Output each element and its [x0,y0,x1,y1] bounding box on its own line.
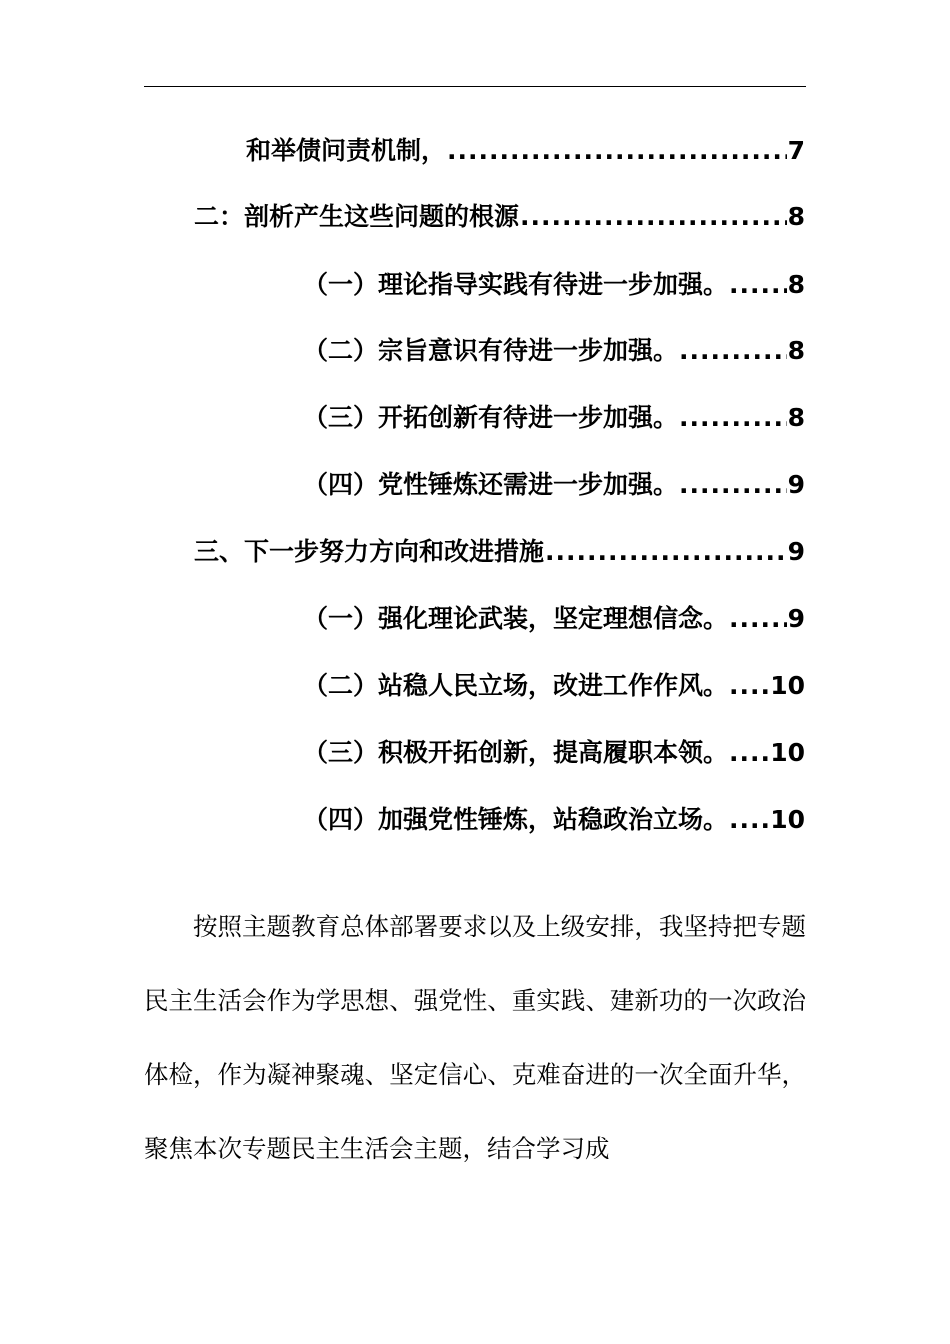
toc-entry-title: （三）开拓创新有待进一步加强。 [303,403,679,432]
toc-entry-page: 10 [770,738,805,767]
toc-entry-page: 8 [787,270,805,299]
toc-entry-title: 和举债问责机制， [246,136,447,165]
toc-entry-page: 9 [787,604,805,633]
toc-entry-page: 8 [787,202,805,231]
toc-entry[interactable] [303,468,805,502]
toc-entry[interactable] [303,602,805,636]
toc-entry-title: （四）加强党性锤炼，站稳政治立场。 [303,805,729,834]
toc-entry-title: （四）党性锤炼还需进一步加强。 [303,470,679,499]
toc-leader-dots [729,602,787,636]
toc-leader-dots [679,334,787,368]
toc-entry-title: 三、下一步努力方向和改进措施 [194,537,545,566]
body-paragraph: 按照主题教育总体部署要求以及上级安排，我坚持把专题民主生活会作为学思想、强党性、重实践、建新功的一次政治体检，作为凝神聚魂、坚定信心、克难奋进的一次全面升华，聚焦本次专题民主生活会主题，结合学习成 [144,912,806,1163]
toc-entry-title: （二）宗旨意识有待进一步加强。 [303,336,679,365]
toc-entry-title: （二）站稳人民立场，改进工作作风。 [303,671,729,700]
toc-entry[interactable] [303,669,805,703]
toc-entry-page: 7 [787,136,805,165]
toc-entry-page: 9 [787,537,805,566]
toc-entry[interactable] [303,736,805,770]
toc-leader-dots [545,535,787,569]
toc-entry-title: 二：剖析产生这些问题的根源 [194,202,520,231]
toc-entry-page: 8 [787,336,805,365]
toc-leader-dots [729,268,787,302]
toc-leader-dots [520,200,787,234]
toc-entry[interactable] [303,268,805,302]
toc-entry-page: 9 [787,470,805,499]
toc-leader-dots [679,468,787,502]
toc-entry[interactable] [194,200,805,234]
toc-entry[interactable] [303,334,805,368]
toc-leader-dots [447,134,787,168]
toc-leader-dots [729,669,769,703]
toc-entry-title: （三）积极开拓创新，提高履职本领。 [303,738,729,767]
toc-leader-dots [679,401,787,435]
toc-entry-page: 10 [770,671,805,700]
toc-entry-page: 8 [787,403,805,432]
toc-leader-dots [729,803,769,837]
toc-entry-title: （一）理论指导实践有待进一步加强。 [303,270,729,299]
toc-entry[interactable] [194,535,805,569]
toc-entry[interactable] [303,401,805,435]
toc-entry[interactable] [303,803,805,837]
toc-entry-title: （一）强化理论武装，坚定理想信念。 [303,604,729,633]
toc-entry-page: 10 [770,805,805,834]
header-rule [144,86,806,87]
toc-leader-dots [729,736,769,770]
toc-entry[interactable] [246,134,805,168]
